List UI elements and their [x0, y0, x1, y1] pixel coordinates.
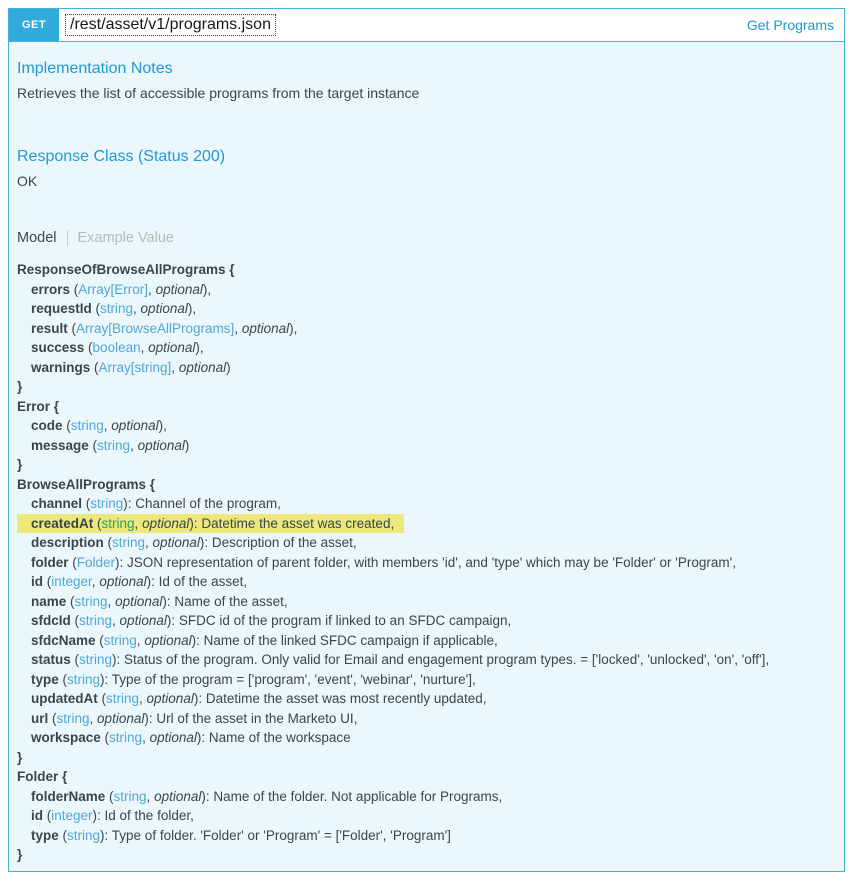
type-link[interactable]: string — [79, 613, 113, 628]
response-view-tabs — [17, 228, 832, 248]
model-block-Error — [17, 397, 832, 475]
type-link[interactable]: Array[BrowseAllPrograms] — [76, 320, 235, 336]
property-name: channel — [31, 496, 83, 511]
property-content: warnings (Array[string], optional) — [31, 359, 231, 375]
property-name: code — [31, 418, 63, 433]
type-link[interactable]: Array[string] — [98, 359, 172, 375]
optional-flag: optional — [144, 632, 192, 648]
tab-example-value[interactable]: Example Value — [77, 230, 174, 246]
model-property-warnings — [17, 358, 832, 378]
property-name: folder — [31, 554, 69, 570]
model-property-updatedAt — [17, 689, 832, 709]
model-block-header: BrowseAllPrograms { — [17, 476, 156, 492]
implementation-notes-text: Retrieves the list of accessible programs from the target instance — [17, 85, 420, 101]
optional-flag: optional — [155, 281, 203, 297]
property-content: id (integer): Id of the folder, — [31, 808, 194, 823]
property-name: message — [31, 437, 89, 453]
type-link[interactable]: boolean — [92, 340, 141, 355]
property-content: result (Array[BrowseAllPrograms], optional), — [31, 320, 298, 336]
type-link[interactable]: string — [74, 593, 108, 609]
type-link[interactable]: string — [97, 437, 131, 453]
property-name: errors — [31, 281, 71, 297]
property-name: name — [31, 593, 67, 609]
type-link[interactable]: string — [103, 632, 137, 648]
optional-flag: optional — [241, 320, 290, 336]
model-block-close: } — [17, 379, 23, 394]
tab-model[interactable]: Model — [17, 230, 57, 246]
model-block-header: Folder { — [17, 769, 68, 784]
model-property-workspace — [17, 728, 832, 748]
model-block-close: } — [17, 749, 23, 765]
property-content: errors (Array[Error], optional), — [31, 281, 212, 297]
property-content: sfdcId (string, optional): SFDC id of the program if linked to an SFDC campaign, — [31, 613, 512, 628]
model-property-folderName — [17, 787, 832, 807]
type-link[interactable]: string — [101, 515, 135, 531]
model-block-BrowseAllPrograms — [17, 475, 832, 768]
optional-flag: optional — [119, 613, 167, 628]
property-content: workspace (string, optional): Name of the workspace — [31, 730, 351, 745]
property-name: description — [31, 535, 104, 550]
http-method-badge: GET — [9, 9, 59, 41]
model-block-header: Error { — [17, 398, 60, 414]
property-content: description (string, optional): Description of the asset, — [31, 535, 357, 550]
type-link[interactable]: string — [109, 730, 143, 745]
property-name: sfdcId — [31, 613, 71, 628]
optional-flag: optional — [97, 710, 145, 726]
model-property-status — [17, 650, 832, 670]
type-link[interactable]: Array[Error] — [78, 281, 149, 297]
model-property-description — [17, 533, 832, 553]
property-content: status (string): Status of the program. Only valid for Email and engagement program types. = ['locked', 'unlocked', 'on', 'off'], — [31, 652, 770, 667]
model-property-success — [17, 338, 832, 358]
type-link[interactable]: string — [56, 710, 90, 726]
property-content: sfdcName (string, optional): Name of the linked SFDC campaign if applicable, — [31, 632, 498, 648]
property-name: createdAt — [31, 515, 94, 531]
model-schema — [17, 260, 832, 865]
property-content: message (string, optional) — [31, 437, 190, 453]
type-link[interactable]: string — [79, 652, 113, 667]
type-link[interactable]: string — [67, 671, 101, 687]
endpoint-path-input[interactable]: /rest/asset/v1/programs.json — [66, 15, 275, 35]
property-name: url — [31, 710, 49, 726]
property-name: type — [31, 671, 59, 687]
type-link[interactable]: integer — [51, 574, 92, 589]
type-link[interactable]: string — [112, 535, 146, 550]
model-property-type — [17, 670, 832, 690]
property-content: id (integer, optional): Id of the asset, — [31, 574, 248, 589]
model-property-name — [17, 592, 832, 612]
type-link[interactable]: string — [70, 418, 104, 433]
model-property-url — [17, 709, 832, 729]
property-content: type (string): Type of folder. 'Folder' or 'Program' = ['Folder', 'Program'] — [31, 827, 451, 843]
model-block-Folder — [17, 767, 832, 865]
type-link[interactable]: string — [100, 301, 134, 316]
model-property-folder — [17, 553, 832, 573]
model-property-code — [17, 416, 832, 436]
optional-flag: optional — [152, 535, 200, 550]
response-class-heading: Response Class (Status 200) — [17, 148, 226, 165]
property-name: sfdcName — [31, 632, 96, 648]
model-property-errors — [17, 280, 832, 300]
operation-nickname-link[interactable]: Get Programs — [746, 17, 834, 33]
property-content: url (string, optional): Url of the asset in the Marketo UI, — [31, 710, 358, 726]
optional-flag: optional — [149, 730, 197, 745]
implementation-notes-heading: Implementation Notes — [17, 60, 173, 77]
operation-body — [9, 42, 844, 871]
property-name: folderName — [31, 788, 106, 804]
model-block-ResponseOfBrowseAllPrograms — [17, 260, 832, 397]
optional-flag: optional — [142, 515, 190, 531]
model-property-requestId — [17, 299, 832, 319]
optional-flag: optional — [137, 437, 185, 453]
type-link[interactable]: string — [67, 827, 101, 843]
property-content: updatedAt (string, optional): Datetime the asset was most recently updated, — [31, 691, 487, 706]
property-name: updatedAt — [31, 691, 98, 706]
model-property-type — [17, 826, 832, 846]
property-name: requestId — [31, 301, 92, 316]
property-content: success (boolean, optional), — [31, 340, 204, 355]
property-name: status — [31, 652, 71, 667]
model-property-channel — [17, 494, 832, 514]
model-block-close: } — [17, 847, 23, 862]
property-content: name (string, optional): Name of the asset, — [31, 593, 288, 609]
property-content: requestId (string, optional), — [31, 301, 197, 316]
tab-divider — [67, 230, 68, 246]
property-name: workspace — [31, 730, 101, 745]
model-block-close: } — [17, 457, 23, 472]
type-link[interactable]: string — [113, 788, 147, 804]
model-property-id — [17, 572, 832, 592]
model-property-result — [17, 319, 832, 339]
property-name: id — [31, 574, 43, 589]
optional-flag: optional — [140, 301, 188, 316]
model-property-createdAt — [17, 514, 832, 534]
model-property-sfdcName — [17, 631, 832, 651]
property-name: type — [31, 827, 59, 843]
property-name: result — [31, 320, 68, 336]
highlighted-property: createdAt (string, optional): Datetime the asset was created, — [17, 514, 404, 534]
property-content: type (string): Type of the program = ['program', 'event', 'webinar', 'nurture'], — [31, 671, 476, 687]
property-content: channel (string): Channel of the program, — [31, 496, 281, 511]
optional-flag: optional — [146, 691, 194, 706]
optional-flag: optional — [111, 418, 159, 433]
property-content: folder (Folder): JSON representation of parent folder, with members 'id', and 'type' which may be 'Folder' or 'Program', — [31, 554, 736, 570]
property-name: warnings — [31, 359, 91, 375]
type-link[interactable]: Folder — [76, 554, 116, 570]
optional-flag: optional — [178, 359, 227, 375]
optional-flag: optional — [154, 788, 202, 804]
model-block-header: ResponseOfBrowseAllPrograms { — [17, 262, 235, 277]
response-class-text: OK — [17, 173, 38, 189]
property-name: id — [31, 808, 43, 823]
type-link[interactable]: string — [90, 496, 124, 511]
operation-header — [9, 9, 844, 42]
model-property-sfdcId — [17, 611, 832, 631]
property-content: folderName (string, optional): Name of the folder. Not applicable for Programs, — [31, 788, 503, 804]
optional-flag: optional — [148, 340, 196, 355]
type-link[interactable]: string — [106, 691, 140, 706]
optional-flag: optional — [99, 574, 147, 589]
optional-flag: optional — [115, 593, 163, 609]
property-content: code (string, optional), — [31, 418, 167, 433]
property-name: success — [31, 340, 85, 355]
api-operation-panel — [8, 8, 845, 872]
model-property-message — [17, 436, 832, 456]
model-property-id — [17, 806, 832, 826]
type-link[interactable]: integer — [51, 808, 93, 823]
